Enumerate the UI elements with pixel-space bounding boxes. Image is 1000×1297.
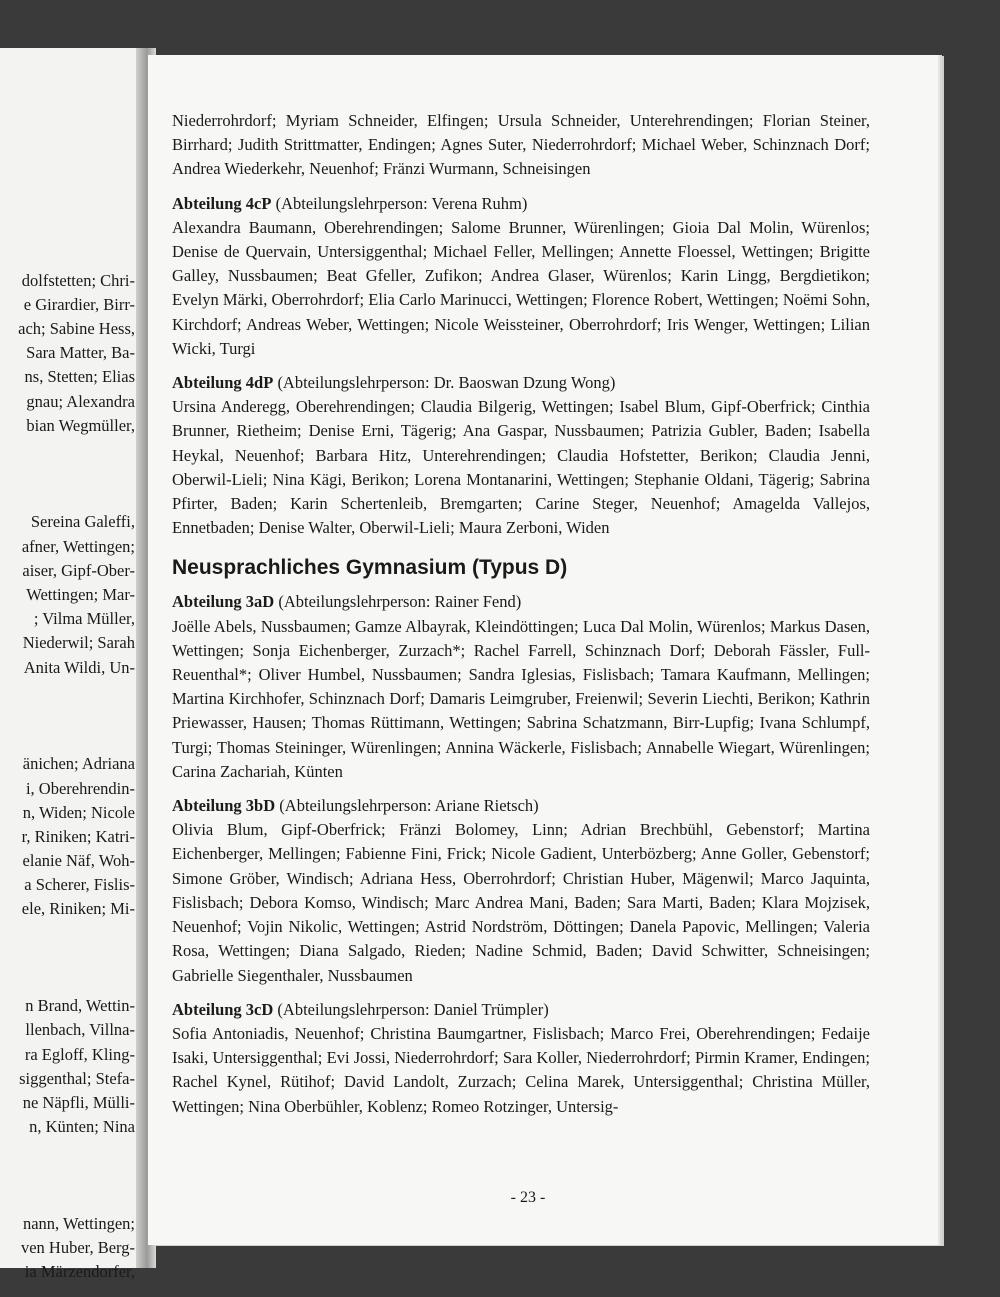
left-page-line xyxy=(0,1139,135,1163)
left-page-line: siggenthal; Stefa- xyxy=(19,1068,135,1088)
left-page-line: ven Huber, Berg- xyxy=(20,1238,135,1258)
left-page-line xyxy=(0,728,135,752)
group-teacher: (Abteilungslehrperson: Dr. Baoswan Dzung Wong) xyxy=(277,373,616,393)
group-students: Ursina Anderegg, Oberehrendingen; Claudia Bilgerig, Wettingen; Isabel Blum, Gipf-Oberfrick; Cinthia Brunner, Rietheim; Denise Erni, Tägerig; Ana Gaspar, Nussbaumen; Patrizia Gubler, Baden; Isabella Heykal, Neuenhof; Barbara Hitz, Unterehrendingen; Claudia Hofstetter, Berikon; Claudia Jenni, Oberwil-Lieli; Nina Kägi, Berikon; Lorena Montanarini, Wettingen; Stephanie Oldani, Tägerig; Sabrina Pfirter, Baden; Karin Schertenleib, Bremgarten; Carine Steger, Neuenhof; Amagelda Vallejos, Ennetbaden; Denise Walter, Oberwil-Lieli; Maura Zerboni, Widen xyxy=(172,397,870,538)
left-page-line xyxy=(0,1164,135,1188)
group-students: Sofia Antoniadis, Neuenhof; Christina Baumgartner, Fislisbach; Marco Frei, Oberehrendingen; Fedaije Isaki, Untersiggenthal; Evi Jossi, Niederrohrdorf; Sara Koller, Niederrohrdorf; Pirmin Kramer, Endingen; Rachel Kynel, Rütihof; David Landolt, Zurzach; Celina Marek, Untersiggenthal; Christina Müller, Wettingen; Nina Oberbühler, Koblenz; Romeo Rotzinger, Untersig- xyxy=(172,1023,870,1116)
left-page-line: ele, Riniken; Mi- xyxy=(21,899,135,919)
left-page-line xyxy=(0,1188,135,1212)
group-teacher: (Abteilungslehrperson: Daniel Trümpler) xyxy=(277,999,549,1019)
left-page-line: ; Vilma Müller, xyxy=(33,609,135,629)
left-page-line xyxy=(0,196,135,220)
group-heading xyxy=(172,371,870,395)
left-page-line: nann, Wettingen; xyxy=(22,1213,135,1233)
group-name: Abteilung 4cP xyxy=(172,193,272,213)
group-3bD xyxy=(172,794,870,988)
group-3cD xyxy=(172,998,870,1119)
group-name: Abteilung 3cD xyxy=(172,999,274,1019)
left-page-line xyxy=(0,244,135,268)
group-3aD xyxy=(172,590,870,784)
left-page-line: ns, Stetten; Elias xyxy=(24,367,135,387)
left-page-line: ach; Sabine Hess, xyxy=(18,318,135,338)
group-name: Abteilung 4dP xyxy=(172,373,274,393)
left-page-line: Niederwil; Sarah xyxy=(22,633,135,653)
left-page-line: e Girardier, Birr- xyxy=(23,294,135,314)
left-page-line: n Brand, Wettin- xyxy=(25,996,135,1016)
group-students: Olivia Blum, Gipf-Oberfrick; Fränzi Bolomey, Linn; Adrian Brechbühl, Gebenstorf; Martina Eichenberger, Mellingen; Fabienne Fini, Frick; Nicole Gadient, Unterbözberg; Anne Goller, Gebenstorf; Simone Gröber, Windisch; Adriana Hess, Oberrohrdorf; Christian Huber, Mägenwil; Marco Jaquinta, Fislisbach; Debora Komso, Windisch; Marc Andrea Mani, Baden; Sara Marti, Baden; Klara Mojzisek, Neuenhof; Vojin Nikolic, Wettingen; Astrid Nordström, Döttingen; Danela Papovic, Mellingen; Valeria Rosa, Wettingen; Diana Salgado, Rieden; Nadine Schmid, Baden; David Schwitter, Schneisingen; Gabrielle Siegenthaler, Nussbaumen xyxy=(172,820,870,985)
group-heading xyxy=(172,192,870,216)
left-page-line xyxy=(0,486,135,510)
group-heading xyxy=(172,998,870,1022)
left-page-line xyxy=(0,220,135,244)
page-content xyxy=(172,109,870,1129)
left-page-line: Wettingen; Mar- xyxy=(26,585,135,604)
group-teacher: (Abteilungslehrperson: Ariane Rietsch) xyxy=(279,796,539,816)
left-page-line: Sereina Galeffi, xyxy=(30,512,135,532)
left-page-line: Sara Matter, Ba- xyxy=(26,343,135,363)
right-page xyxy=(148,55,938,1245)
left-page-line xyxy=(0,438,135,462)
group-4cP xyxy=(172,192,870,361)
section-title: Neusprachliches Gymnasium (Typus D) xyxy=(172,556,568,580)
left-page-line: ne Näpfli, Mülli- xyxy=(22,1092,135,1112)
left-page-line: r, Riniken; Katri- xyxy=(21,826,135,846)
left-page-text xyxy=(0,196,135,1284)
group-students: Alexandra Baumann, Oberehrendingen; Salome Brunner, Würenlingen; Gioia Dal Molin, Würenlos; Denise de Quervain, Untersiggenthal; Michael Feller, Mellingen; Annette Floessel, Wettingen; Brigitte Galley, Nussbaumen; Beat Gfeller, Zufikon; Andrea Glaser, Würenlos; Karin Lingg, Bergdietikon; Evelyn Märki, Oberrohrdorf; Elia Carlo Marinucci, Wettingen; Florence Robert, Wettingen; Noëmi Sohn, Kirchdorf; Andreas Weber, Wettingen; Nicole Weissteiner, Oberrohrdorf; Iris Wenger, Wettingen; Lilian Wicki, Turgi xyxy=(172,217,870,358)
left-page-line: n, Widen; Nicole xyxy=(22,802,135,822)
group-4dP xyxy=(172,371,870,540)
left-page xyxy=(0,48,146,1282)
left-page-line xyxy=(0,946,135,970)
group-name: Abteilung 3bD xyxy=(172,796,276,816)
left-page-line: gnau; Alexandra xyxy=(26,391,135,411)
left-page-line xyxy=(0,680,135,704)
left-page-line: Anita Wildi, Un- xyxy=(23,657,135,677)
left-page-line: elanie Näf, Woh- xyxy=(22,851,135,871)
left-page-line: afner, Wettingen; xyxy=(21,536,135,556)
left-page-line xyxy=(0,922,135,946)
left-page-line xyxy=(0,970,135,994)
group-teacher: (Abteilungslehrperson: Rainer Fend) xyxy=(278,592,522,612)
left-page-line: bian Wegmüller, xyxy=(26,415,135,435)
left-page-line: n, Künten; Nina xyxy=(29,1117,135,1137)
left-page-line: aiser, Gipf-Ober- xyxy=(22,560,135,580)
left-page-line: i, Oberehrendin- xyxy=(25,778,135,798)
group-heading xyxy=(172,794,870,818)
left-page-line: a Scherer, Fislis- xyxy=(24,875,135,895)
group-students: Joëlle Abels, Nussbaumen; Gamze Albayrak, Kleindöttingen; Luca Dal Molin, Würenlos; Markus Dasen, Wettingen; Sonja Eichenberger, Zurzach*; Rachel Farrell, Schinznach Dorf; Deborah Fässler, Full-Reuenthal*; Oliver Humbel, Nussbaumen; Sandra Iglesias, Fislisbach; Tamara Kaufmann, Mellingen; Martina Kirchhofer, Schinznach Dorf; Damaris Leimgruber, Freienwil; Severin Liechti, Berikon; Kathrin Priewasser, Hausen; Thomas Rüttimann, Wettingen; Sabrina Schatzmann, Birr-Lupfig; Ivana Schlumpf, Turgi; Thomas Steininger, Würenlingen; Annina Wäckerle, Fislisbach; Annabelle Wiegart, Würenlingen; Carina Zachariah, Künten xyxy=(172,616,870,781)
left-page-line: änichen; Adriana xyxy=(22,754,135,774)
left-page-line: ra Egloff, Kling- xyxy=(24,1044,135,1064)
left-page-line xyxy=(0,704,135,728)
group-teacher: (Abteilungslehrperson: Verena Ruhm) xyxy=(275,193,528,213)
group-name: Abteilung 3aD xyxy=(172,592,275,612)
left-page-line: ia Märzendorfer, xyxy=(24,1262,135,1282)
page-number: - 23 - xyxy=(510,1189,546,1206)
left-page-line: dolfstetten; Chri- xyxy=(21,270,135,290)
intro-paragraph: Niederrohrdorf; Myriam Schneider, Elfingen; Ursula Schneider, Unterehrendingen; Florian Steiner, Birrhard; Judith Strittmatter, Endingen; Agnes Suter, Niederrohrdorf; Michael Weber, Schinznach Dorf; Andrea Wiederkehr, Neuenhof; Fränzi Wurmann, Schneisingen xyxy=(172,111,870,179)
left-page-line xyxy=(0,462,135,486)
group-heading xyxy=(172,590,870,614)
left-page-line: llenbach, Villna- xyxy=(25,1020,135,1040)
